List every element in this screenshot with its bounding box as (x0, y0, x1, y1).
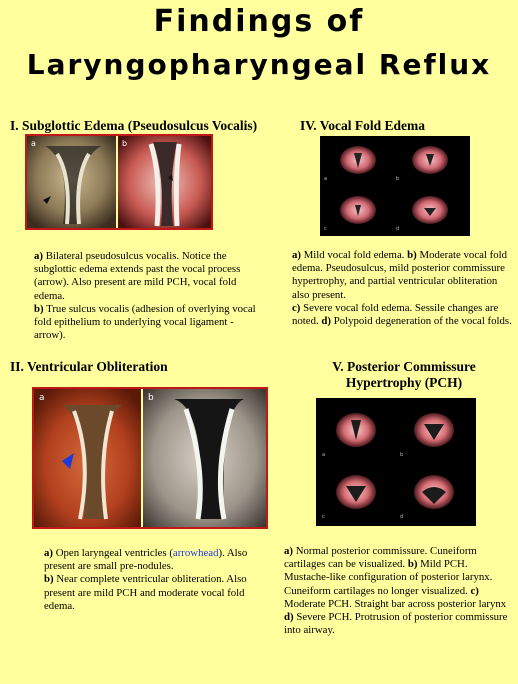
caption-label-b: b) (34, 302, 44, 315)
caption-text-b: Near complete ventricular obliteration. Also present are mild PCH and moderate vocal fold edema. (44, 573, 247, 612)
section-5-photo (316, 398, 476, 526)
caption-text-a: Normal posterior commissure. Cuneiform cartilages can be visualized. (284, 545, 477, 571)
caption-text-a: Bilateral pseudosulcus vocalis. Notice the subglottic edema extends past the vocal process (arrow). Also present are mild PCH, vocal fold edema. (34, 250, 241, 302)
section-1-heading: I. Subglottic Edema (Pseudosulcus Vocalis) (10, 118, 258, 133)
section-1-photo (25, 134, 213, 230)
caption-text-d: Severe PCH. Protrusion of posterior commissure into airway. (284, 611, 508, 637)
vocal-fold-edema-images (320, 136, 470, 236)
panel-b-label: b (148, 393, 154, 403)
section-2-heading: II. Ventricular Obliteration (10, 359, 168, 374)
svg-text:b: b (396, 176, 400, 182)
panel-b-label: b (122, 139, 128, 148)
panel-a-label: a (39, 393, 45, 403)
svg-text:d: d (396, 226, 400, 232)
poster-title-line-2: Laryngopharyngeal Reflux (26, 48, 492, 81)
caption-label-b: b) (407, 249, 417, 261)
poster-title-line-1: Findings of (153, 4, 365, 39)
panel-a-label: a (31, 139, 36, 148)
caption-arrowhead-word: arrowhead (172, 547, 219, 559)
caption-label-b: b) (407, 558, 418, 571)
section-4-photo (320, 136, 470, 236)
svg-text:b: b (400, 452, 404, 458)
section-5-caption (284, 545, 514, 637)
caption-label-d: d) (284, 611, 294, 624)
svg-text:a: a (322, 452, 326, 458)
svg-text:a: a (324, 176, 328, 182)
caption-label-a: a) (44, 547, 53, 559)
ventricular-obliteration-images (34, 389, 266, 527)
caption-text-a-1: Open laryngeal ventricles ( (55, 547, 173, 559)
caption-text-b: Moderate vocal fold edema. Pseudosulcus, mild posterior commissure hypertrophy, and partial ventricular obliteration also present. (292, 249, 508, 301)
caption-text-a-2: ). Also present are small pre-nodules. (44, 547, 248, 573)
caption-text-b: Mild PCH. Mustache-like configuration of posterior larynx. Cuneiform cartilages no longer visualized. (284, 558, 493, 597)
svg-text:d: d (400, 514, 404, 520)
caption-text-b: True sulcus vocalis (adhesion of overlying vocal fold epithelium to underlying vocal ligament - arrow). (34, 302, 256, 342)
caption-label-c: c) (292, 301, 301, 314)
section-4-caption (292, 249, 516, 328)
section-5-heading (304, 359, 504, 391)
section-2-photo (32, 387, 268, 529)
caption-label-a: a) (292, 249, 301, 261)
subglottic-edema-images (27, 136, 211, 228)
svg-text:c: c (322, 514, 325, 520)
caption-text-c: Severe vocal fold edema. Sessile changes are noted. (292, 301, 499, 328)
caption-label-a: a) (34, 250, 43, 262)
section-1-caption (34, 250, 264, 342)
caption-label-d: d) (321, 315, 331, 328)
caption-label-a: a) (284, 545, 293, 557)
caption-text-a: Mild vocal fold edema. (303, 249, 405, 261)
caption-text-d: Polypoid degeneration of the vocal folds. (333, 315, 512, 328)
caption-label-b: b) (44, 573, 54, 586)
section-4-heading: IV. Vocal Fold Edema (300, 118, 426, 133)
caption-text-c: Moderate PCH. Straight bar across posterior larynx (284, 597, 507, 610)
section-5-heading-line-1: V. Posterior Commissure (332, 359, 476, 374)
caption-label-c: c) (470, 584, 479, 597)
section-2-caption (44, 547, 266, 613)
pch-images (316, 398, 476, 526)
section-5-heading-line-2: Hypertrophy (PCH) (345, 375, 463, 390)
svg-text:c: c (324, 226, 327, 232)
